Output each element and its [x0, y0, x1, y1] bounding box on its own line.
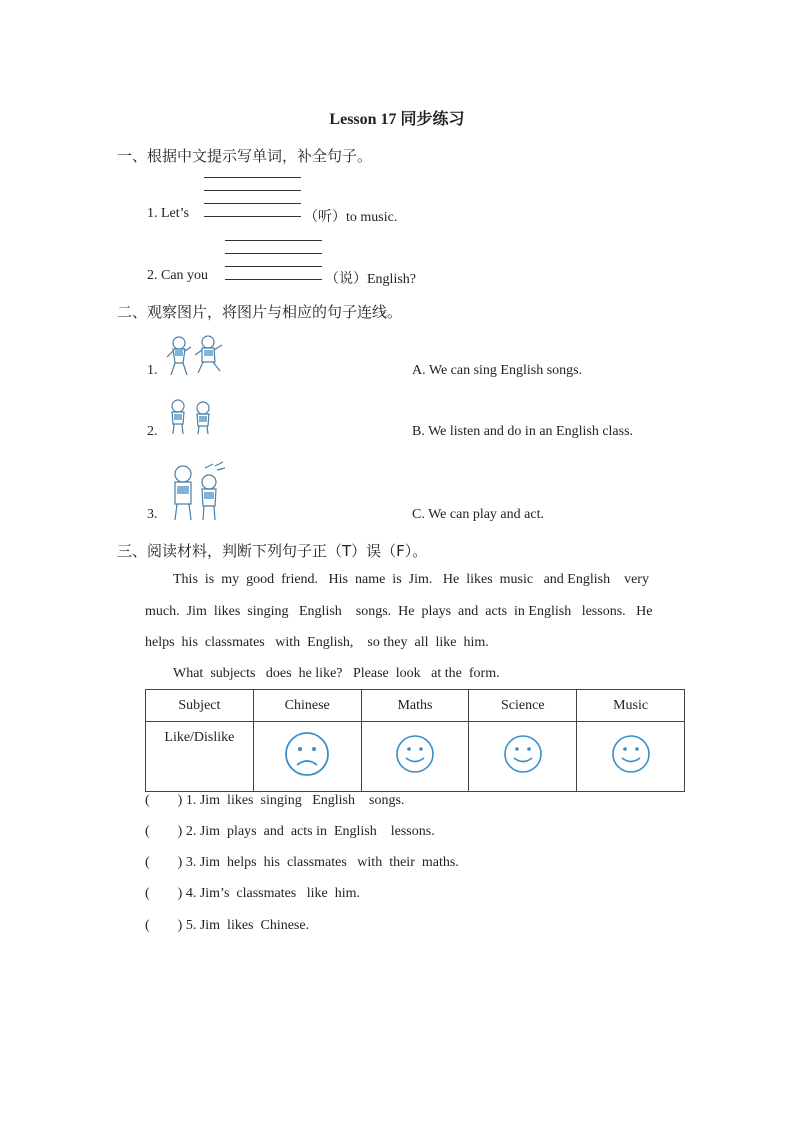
happy-face-icon	[394, 733, 436, 775]
face-cell	[469, 722, 577, 792]
face-cell	[577, 722, 685, 792]
match-num-2: 2.	[147, 424, 158, 439]
tf-question-3: ( ) 3. Jim helps his classmates with their maths.	[145, 855, 459, 870]
table-header: Science	[469, 690, 577, 722]
tf-question-4: ( ) 4. Jim’s classmates like him.	[145, 886, 361, 901]
table-header: Maths	[361, 690, 469, 722]
cartoon-dancing-animals-image	[162, 333, 228, 377]
table-prompt: What subjects does he like? Please look at the form.	[173, 666, 500, 681]
table-row	[146, 722, 685, 792]
face-cell	[253, 722, 361, 792]
page-title: Lesson 17 同步练习	[329, 111, 465, 128]
row-label: Like/Dislike	[146, 722, 254, 792]
table-header: Chinese	[253, 690, 361, 722]
match-sentence-c: C. We can play and act.	[412, 507, 544, 522]
q1-hint: （听）to music.	[304, 210, 398, 225]
subject-table	[145, 689, 685, 792]
cartoon-singing-animals-image	[165, 460, 229, 522]
tf-question-5: ( ) 5. Jim likes Chinese.	[145, 918, 310, 933]
q2-hint: （说）English?	[325, 272, 416, 287]
happy-face-icon	[610, 733, 652, 775]
tf-question-2: ( ) 2. Jim plays and acts in English lessons.	[145, 824, 435, 839]
section3-heading: 三、阅读材料，判断下列句子正（T）误（F）。	[117, 542, 428, 560]
cartoon-listening-animals-image	[163, 396, 219, 436]
happy-face-icon	[502, 733, 544, 775]
sad-face-icon	[283, 730, 331, 778]
q2-prefix: 2. Can you	[147, 268, 209, 283]
match-sentence-b: B. We listen and do in an English class.	[412, 424, 634, 439]
match-sentence-a: A. We can sing English songs.	[412, 363, 583, 378]
table-header: Music	[577, 690, 685, 722]
tf-question-1: ( ) 1. Jim likes singing English songs.	[145, 793, 405, 808]
match-num-1: 1.	[147, 363, 158, 378]
table-header-row	[146, 690, 685, 722]
passage-line-2: much. Jim likes singing English songs. He plays and acts in English lessons. He	[145, 604, 653, 619]
table-header: Subject	[146, 690, 254, 722]
match-num-3: 3.	[147, 507, 158, 522]
q1-prefix: 1. Let’s	[147, 206, 189, 221]
passage-line-3: helps his classmates with English, so they all like him.	[145, 635, 489, 650]
section1-heading: 一、根据中文提示写单词，补全句子。	[117, 147, 373, 165]
section2-heading: 二、观察图片，将图片与相应的句子连线。	[117, 303, 403, 321]
passage-line-1: This is my good friend. His name is Jim. He likes music and English very	[173, 572, 649, 587]
face-cell	[361, 722, 469, 792]
